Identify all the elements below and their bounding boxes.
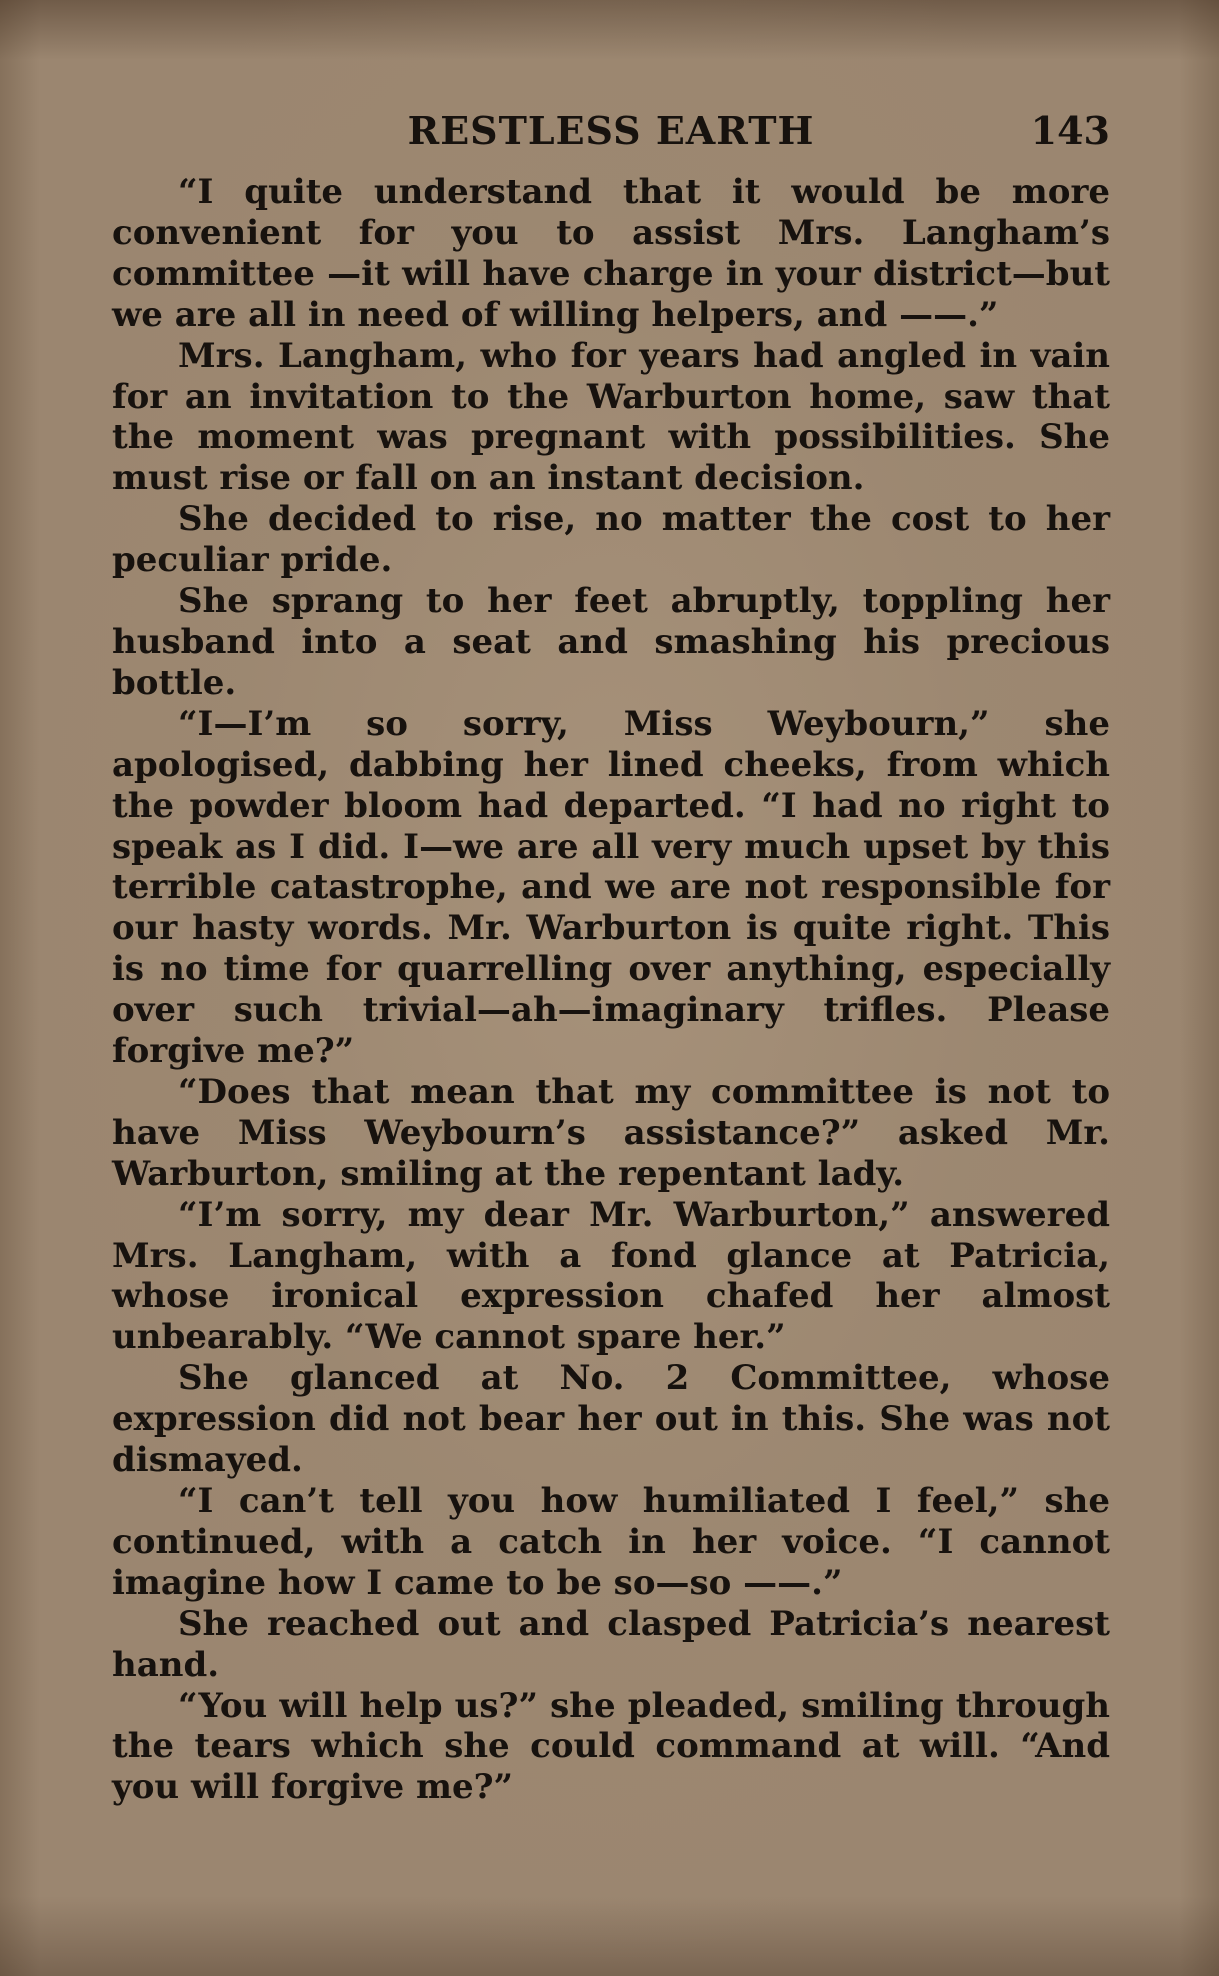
paragraph: She sprang to her feet abruptly, toppling her husband into a seat and smashing his precious bottle. — [112, 581, 1110, 703]
paragraph: She decided to rise, no matter the cost to her peculiar pride. — [112, 499, 1110, 581]
running-title: RESTLESS EARTH — [407, 108, 815, 153]
paragraph: “I quite understand that it would be more convenient for you to assist Mrs. Langham’s committee —it will have charge in your district—but we are all in need of willing helpers, and ——.” — [112, 172, 1110, 335]
paragraph: She glanced at No. 2 Committee, whose expression did not bear her out in this. She was not dismayed. — [112, 1358, 1110, 1481]
page-number: 143 — [1030, 108, 1110, 153]
paragraph: “Does that mean that my committee is not to have Miss Weybourn’s assistance?” asked Mr. Warburton, smiling at the repentant lady. — [112, 1071, 1110, 1194]
paragraph: She reached out and clasped Patricia’s nearest hand. — [112, 1603, 1110, 1685]
paragraph: “I—I’m so sorry, Miss Weybourn,” she apologised, dabbing her lined cheeks, from which the powder bloom had departed. “I had no right to speak as I did. I—we are all very much upset by this terrible catastrophe, and we are not responsible for our hasty words. Mr. Warburton is quite right. This is no time for quarrelling over anything, especially over such trivial—ah—imaginary trifles. Please forgive me?” — [112, 703, 1110, 1072]
paragraph: “You will help us?” she pleaded, smiling through the tears which she could command at will. “And you will forgive me?” — [112, 1685, 1110, 1808]
running-head — [112, 108, 1110, 156]
body-text — [112, 172, 1110, 1808]
paragraph: “I’m sorry, my dear Mr. Warburton,” answered Mrs. Langham, with a fond glance at Patricia, whose ironical expression chafed her almost unbearably. “We cannot spare her.” — [112, 1194, 1110, 1358]
paragraph: “I can’t tell you how humiliated I feel,” she continued, with a catch in her voice. “I cannot imagine how I came to be so—so ——.” — [112, 1481, 1110, 1603]
paragraph: Mrs. Langham, who for years had angled in vain for an invitation to the Warburton home, saw that the moment was pregnant with possibilities. She must rise or fall on an instant decision. — [112, 335, 1110, 499]
